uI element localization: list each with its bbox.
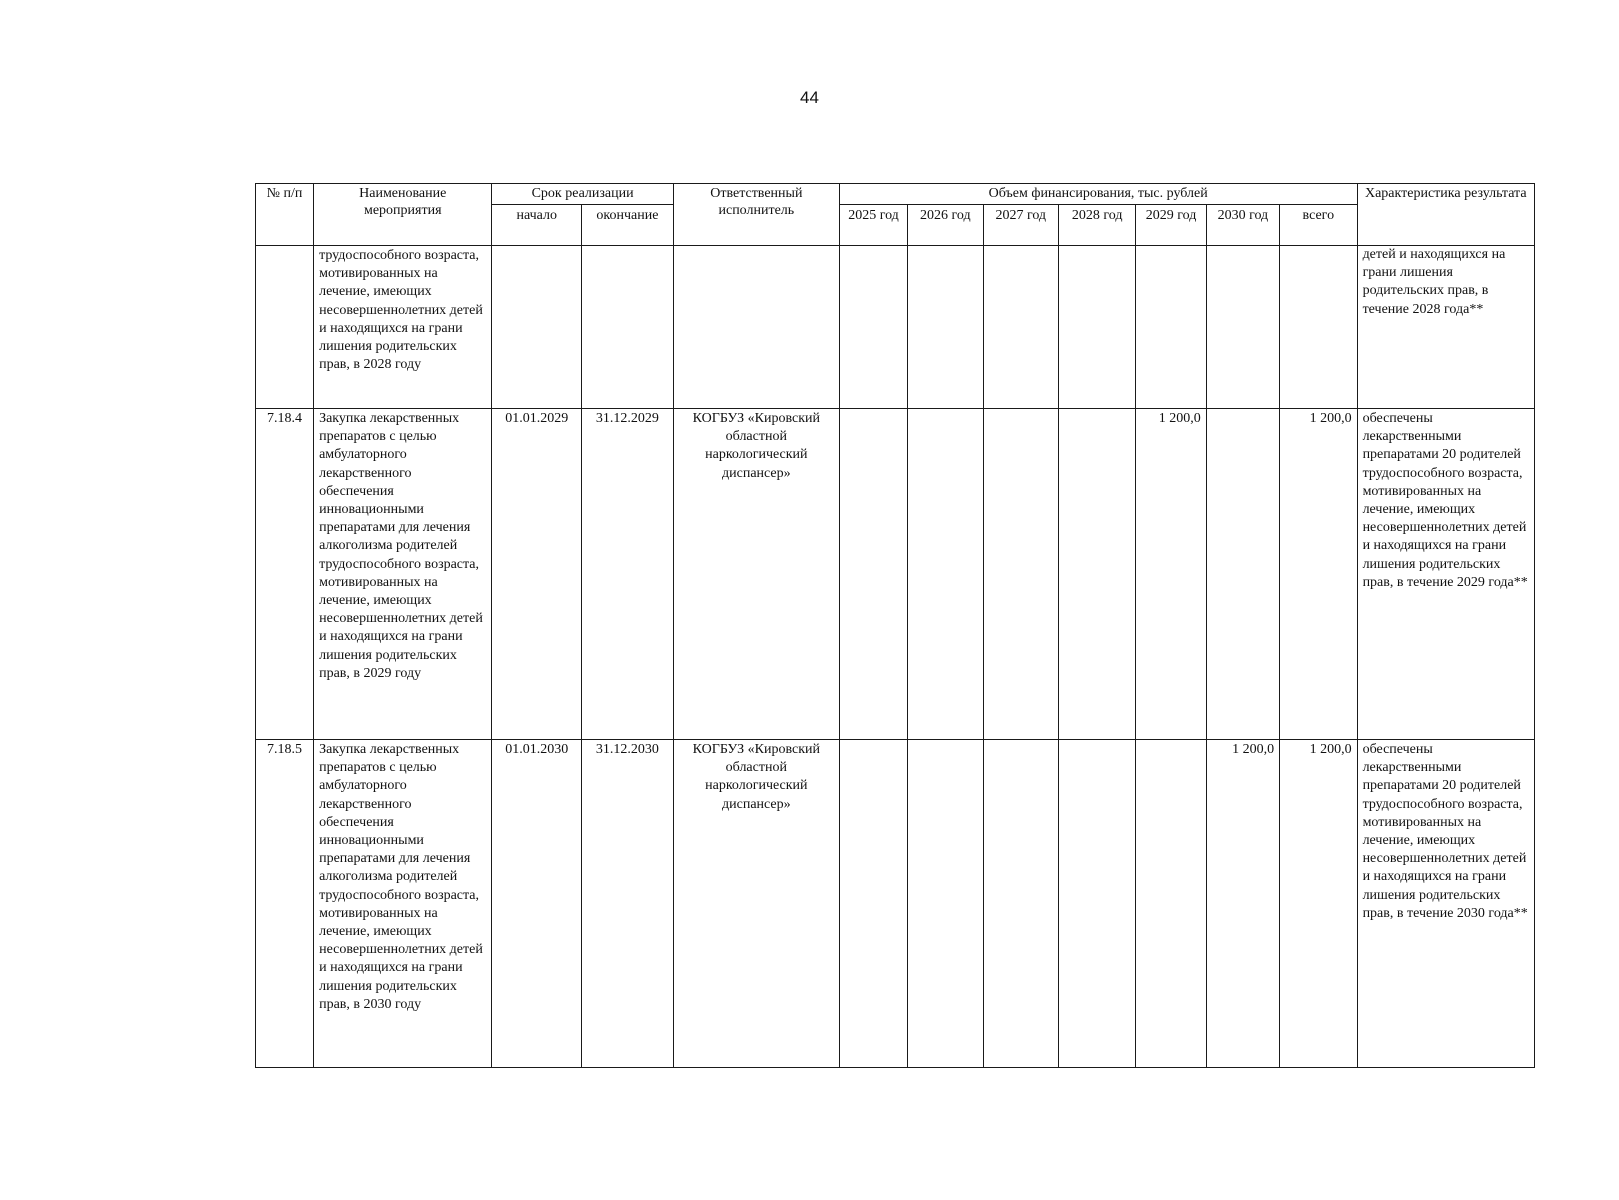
header-year-2028: 2028 год: [1058, 205, 1135, 246]
row-num: 7.18.4: [256, 409, 314, 740]
header-executor: Ответственный исполнитель: [673, 184, 839, 246]
row-2028: [1058, 409, 1135, 740]
row-start: [492, 246, 582, 409]
row-end: [582, 246, 674, 409]
row-total: 1 200,0: [1280, 409, 1358, 740]
header-period: Срок реализации: [492, 184, 673, 205]
row-result: обеспечены лекарственными препаратами 20 родителей трудоспособного возраста, мотивированных на лечение, имеющих несовершеннолетних детей и находящихся на грани лишения родительских прав, в течение 2029 года**: [1357, 409, 1534, 740]
header-start: начало: [492, 205, 582, 246]
header-year-2027: 2027 год: [983, 205, 1058, 246]
row-start: 01.01.2030: [492, 740, 582, 1068]
row-total: [1280, 246, 1358, 409]
table-header: [256, 184, 1535, 246]
table-row: [256, 409, 1535, 740]
row-2029: [1136, 740, 1206, 1068]
row-total: 1 200,0: [1280, 740, 1358, 1068]
table-row: [256, 740, 1535, 1068]
row-executor: КОГБУЗ «Кировский областной наркологический диспансер»: [673, 740, 839, 1068]
row-2029: 1 200,0: [1136, 409, 1206, 740]
row-2030: 1 200,0: [1206, 740, 1279, 1068]
row-2028: [1058, 246, 1135, 409]
row-2029: [1136, 246, 1206, 409]
header-year-2029: 2029 год: [1136, 205, 1206, 246]
header-year-2026: 2026 год: [908, 205, 983, 246]
header-year-2025: 2025 год: [839, 205, 907, 246]
row-name: трудоспособного возраста, мотивированных на лечение, имеющих несовершеннолетних детей и находящихся на грани лишения родительских прав, в 2028 году: [314, 246, 492, 409]
row-name: Закупка лекарственных препаратов с целью амбулаторного лекарственного обеспечения инновационными препаратами для лечения алкоголизма родителей трудоспособного возраста, мотивированных на лечение, имеющих несовершеннолетних детей и находящихся на грани лишения родительских прав, в 2029 году: [314, 409, 492, 740]
row-2026: [908, 740, 983, 1068]
header-funding: Объем финансирования, тыс. рублей: [839, 184, 1357, 205]
row-2027: [983, 740, 1058, 1068]
header-name: Наименование мероприятия: [314, 184, 492, 246]
row-2025: [839, 246, 907, 409]
row-name: Закупка лекарственных препаратов с целью амбулаторного лекарственного обеспечения инновационными препаратами для лечения алкоголизма родителей трудоспособного возраста, мотивированных на лечение, имеющих несовершеннолетних детей и находящихся на грани лишения родительских прав, в 2030 году: [314, 740, 492, 1068]
row-2028: [1058, 740, 1135, 1068]
row-2026: [908, 246, 983, 409]
row-num: [256, 246, 314, 409]
row-2030: [1206, 246, 1279, 409]
row-2030: [1206, 409, 1279, 740]
row-end: 31.12.2030: [582, 740, 674, 1068]
header-result: Характеристика результата: [1357, 184, 1534, 246]
page-number: 44: [800, 88, 819, 107]
row-executor: КОГБУЗ «Кировский областной наркологический диспансер»: [673, 409, 839, 740]
row-2025: [839, 409, 907, 740]
program-activities-table: [255, 183, 1535, 1068]
header-year-2030: 2030 год: [1206, 205, 1279, 246]
header-end: окончание: [582, 205, 674, 246]
table-row: [256, 246, 1535, 409]
header-num: № п/п: [256, 184, 314, 246]
row-num: 7.18.5: [256, 740, 314, 1068]
row-result: обеспечены лекарственными препаратами 20 родителей трудоспособного возраста, мотивированных на лечение, имеющих несовершеннолетних детей и находящихся на грани лишения родительских прав, в течение 2030 года**: [1357, 740, 1534, 1068]
row-start: 01.01.2029: [492, 409, 582, 740]
row-2026: [908, 409, 983, 740]
row-2027: [983, 409, 1058, 740]
header-total: всего: [1280, 205, 1358, 246]
row-end: 31.12.2029: [582, 409, 674, 740]
row-executor: [673, 246, 839, 409]
row-2025: [839, 740, 907, 1068]
row-result: детей и находящихся на грани лишения родительских прав, в течение 2028 года**: [1357, 246, 1534, 409]
row-2027: [983, 246, 1058, 409]
